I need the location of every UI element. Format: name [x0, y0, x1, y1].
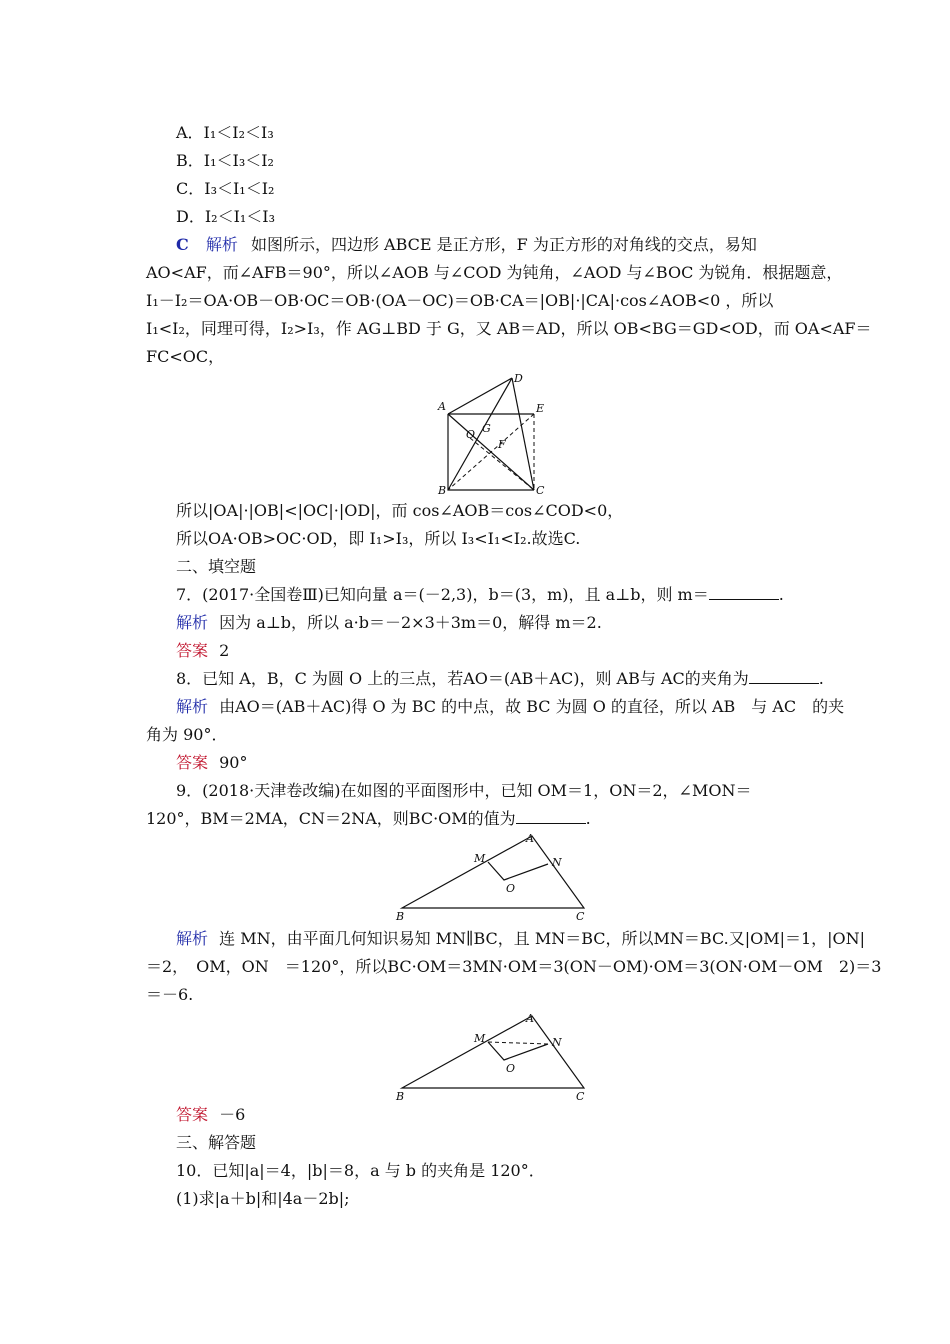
label-A: A — [438, 400, 446, 413]
q9-solution-line-3: ＝－6. — [146, 985, 194, 1004]
q7-stem — [176, 584, 784, 606]
q10-part-1: (1)求|a＋b|和|4a－2b|; — [176, 1189, 350, 1208]
q8-stem-end: . — [818, 669, 824, 688]
label-M: M — [474, 1032, 486, 1045]
q6-solution-line-7: 所以OA·OB>OC·OD，即 I₁>I₃，所以 I₃<I₁<I₂.故选C. — [176, 529, 581, 548]
q9-stem-line-1: 9．(2018·天津卷改编)在如图的平面图形中，已知 OM＝1，ON＝2，∠MON＝ — [176, 781, 752, 800]
q7-solution — [176, 612, 602, 634]
q9-solution-text-1: 连 MN，由平面几何知识易知 MN∥BC，且 MN＝BC，所以MN＝BC.又|OM|＝1，|ON| — [219, 929, 866, 948]
section-solve: 三、解答题 — [176, 1133, 257, 1152]
label-D: D — [514, 372, 523, 385]
triangle-figure-1 — [392, 830, 598, 922]
label-O: O — [506, 1062, 516, 1075]
section-fill-in: 二、填空题 — [176, 557, 257, 576]
square-figure — [436, 368, 548, 496]
q7-answer — [176, 640, 229, 662]
jiexi-label: 解析 — [176, 613, 209, 632]
q8-solution-line-2: 角为 90°． — [146, 725, 228, 744]
q8-answer — [176, 752, 247, 774]
q9-stem-line-2 — [146, 808, 591, 830]
label-C: C — [576, 910, 585, 922]
q8-stem — [176, 668, 824, 690]
answer-label: 答案 — [176, 641, 209, 660]
label-F: F — [498, 438, 506, 451]
q6-text-1: 如图所示，四边形 ABCE 是正方形，F 为正方形的对角线的交点，易知 — [250, 235, 757, 254]
q6-solution-line-5: FC<OC， — [146, 347, 225, 366]
mn-dashed-line — [488, 1042, 548, 1044]
jiexi-label: 解析 — [176, 929, 209, 948]
label-B: B — [396, 1090, 405, 1102]
label-M: M — [474, 852, 486, 865]
q9-answer-value: －6 — [219, 1105, 246, 1124]
answer-label: 答案 — [176, 1105, 209, 1124]
q7-answer-value: 2 — [219, 641, 230, 660]
label-C: C — [536, 484, 545, 496]
jiexi-label: 解析 — [176, 697, 209, 716]
q8-blank — [749, 669, 819, 684]
q7-solution-text: 因为 a⊥b，所以 a·b＝－2×3＋3m＝0，解得 m＝2. — [219, 613, 602, 632]
label-E: E — [536, 402, 545, 415]
q8-answer-value: 90° — [219, 753, 248, 772]
q8-stem-text: 8．已知 A，B，C 为圆 O 上的三点，若AO＝(AB＋AC)，则 AB与 AC的夹角为 — [176, 669, 749, 688]
label-A: A — [526, 1012, 534, 1025]
option-c: C．I₃＜I₁＜I₂ — [176, 179, 275, 198]
q10-stem: 10．已知|a|＝4，|b|＝8，a 与 b 的夹角是 120°． — [176, 1161, 545, 1180]
answer-letter: C — [176, 235, 189, 254]
label-O: O — [506, 882, 516, 895]
option-d: D．I₂＜I₁＜I₃ — [176, 207, 276, 226]
q6-solution-line-2: AO<AF，而∠AFB＝90°，所以∠AOB 与∠COD 为钝角，∠AOD 与∠BOC 为锐角．根据题意， — [146, 263, 843, 282]
q9-stem-text: 120°，BM＝2MA，CN＝2NA，则BC·OM的值为 — [146, 809, 516, 828]
q7-stem-end: . — [778, 585, 784, 604]
q6-solution-line-3: I₁－I₂＝OA·OB－OB·OC＝OB·(OA－OC)＝OB·CA＝|OB|·|CA|·cos∠AOB<0 ，所以 — [146, 291, 774, 310]
label-G: G — [482, 422, 491, 435]
label-B: B — [396, 910, 405, 922]
q8-solution-line-1 — [176, 696, 844, 718]
label-N: N — [552, 1036, 562, 1049]
answer-label: 答案 — [176, 753, 209, 772]
label-A: A — [526, 832, 534, 845]
q9-solution-line-2: ＝2， OM，ON ＝120°，所以BC·OM＝3MN·OM＝3(ON－OM)·OM＝3(ON·OM－OM 2)＝3 — [146, 957, 882, 976]
q7-blank — [709, 585, 779, 600]
q8-solution-text-1: 由AO＝(AB＋AC)得 O 为 BC 的中点，故 BC 为圆 O 的直径，所以 AB 与 AC 的夹 — [219, 697, 845, 716]
q6-solution-line-4: I₁<I₂，同理可得，I₂>I₃，作 AG⊥BD 于 G，又 AB＝AD，所以 OB<BG＝GD<OD，而 OA<AF＝ — [146, 319, 872, 338]
label-B: B — [438, 484, 447, 496]
triangle-figure-2 — [392, 1010, 598, 1102]
q9-answer — [176, 1104, 245, 1126]
q7-stem-text: 7．(2017·全国卷Ⅲ)已知向量 a＝(－2,3)，b＝(3，m)，且 a⊥b，则 m＝ — [176, 585, 709, 604]
q6-solution-line-1 — [176, 234, 757, 256]
label-C: C — [576, 1090, 585, 1102]
q6-solution-line-6: 所以|OA|·|OB|<|OC|·|OD|，而 cos∠AOB＝cos∠COD<0， — [176, 501, 624, 520]
jiexi-label: 解析 — [205, 235, 238, 254]
option-a: A．I₁＜I₂＜I₃ — [176, 123, 274, 142]
label-O: O — [466, 428, 476, 441]
option-b: B．I₁＜I₃＜I₂ — [176, 151, 274, 170]
q9-solution-line-1 — [176, 928, 865, 950]
q9-blank — [516, 809, 586, 824]
q9-stem-end: . — [585, 809, 591, 828]
label-N: N — [552, 856, 562, 869]
